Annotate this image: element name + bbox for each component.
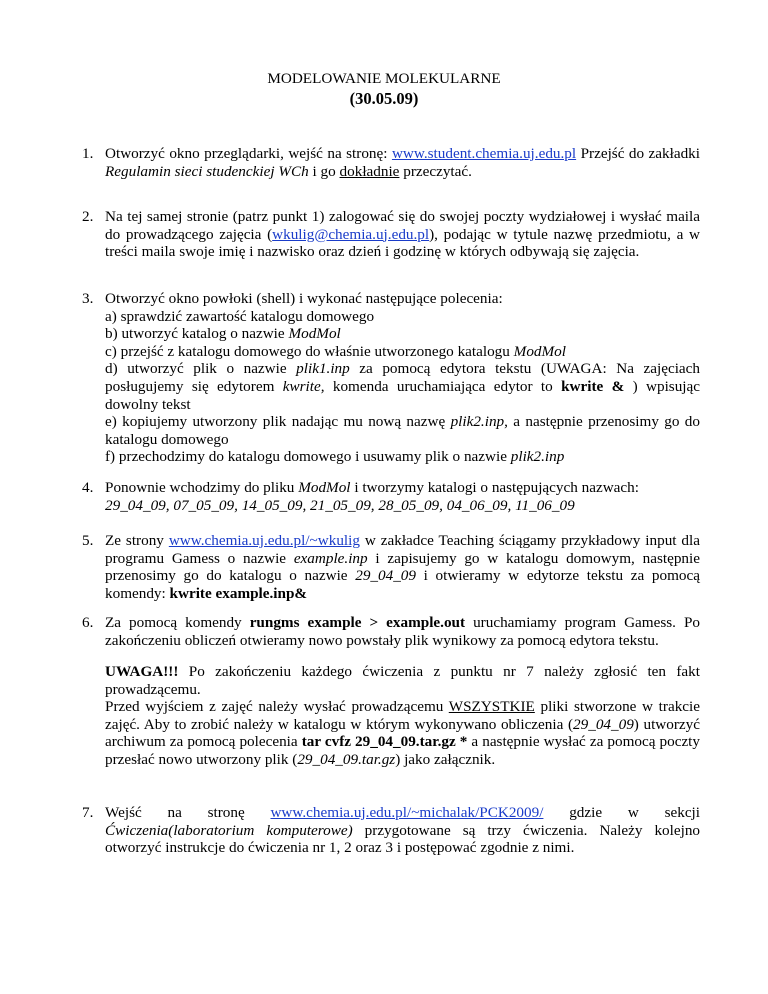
item-text bbox=[105, 479, 700, 514]
item-rest bbox=[105, 822, 700, 857]
italic-text: ModMol bbox=[288, 325, 341, 343]
italic-text: ModMol bbox=[513, 342, 566, 360]
step-b bbox=[105, 325, 700, 343]
michalak-site-link[interactable]: www.chemia.uj.edu.pl/~michalak/PCK2009/ bbox=[270, 804, 544, 821]
text: ) utworzyć archiwum za pomocą polecenia bbox=[105, 715, 700, 751]
document-title: MODELOWANIE MOLEKULARNE bbox=[267, 70, 501, 87]
text: ) wpisując dowolny tekst bbox=[105, 377, 701, 413]
item-text bbox=[105, 145, 700, 180]
underlined-text: WSZYSTKIE bbox=[448, 698, 535, 716]
item-text bbox=[105, 290, 700, 466]
list-item-7 bbox=[82, 804, 700, 857]
list-item-5 bbox=[82, 532, 700, 602]
item-line bbox=[105, 479, 700, 497]
italic-text: example.inp bbox=[293, 549, 368, 567]
text: Ponownie wchodzimy do pliku bbox=[105, 479, 299, 496]
text: gdzie w sekcji bbox=[543, 804, 700, 821]
italic-text: 29_04_09 bbox=[355, 567, 416, 585]
text: f) przechodzimy do katalogu domowego i usuwamy plik o nazwie bbox=[105, 448, 511, 466]
step-c bbox=[105, 343, 700, 361]
text: przeczytać. bbox=[399, 162, 472, 180]
text: Po zakończeniu każdego ćwiczenia z punktu nr 7 należy zgłosić ten fakt prowadzącemu. bbox=[105, 663, 700, 698]
document-date: (30.05.09) bbox=[349, 89, 419, 108]
student-site-link[interactable]: www.student.chemia.uj.edu.pl bbox=[391, 145, 577, 162]
note-paragraph-1 bbox=[105, 663, 700, 698]
list-item-4 bbox=[82, 479, 700, 514]
text: i otwieramy w edytorze tekstu za pomocą komendy: bbox=[105, 567, 700, 602]
directory-list bbox=[105, 497, 700, 515]
bold-command: tar cvfz 29_04_09.tar.gz * bbox=[301, 733, 468, 751]
italic-text: Regulamin sieci studenckiej WCh bbox=[105, 162, 309, 180]
text: i tworzymy katalogi o następujących nazwach: bbox=[350, 479, 639, 496]
bold-command: rungms example > example.out bbox=[249, 614, 466, 631]
text: c) przejść z katalogu domowego do właśnie utworzonego katalogu bbox=[105, 342, 514, 360]
item-text bbox=[105, 532, 700, 602]
text: , a następnie przenosimy go do katalogu domowego bbox=[105, 413, 700, 448]
text: e) kopiujemy utworzony plik nadając mu nową nazwę bbox=[105, 413, 451, 431]
bold-command: kwrite example.inp& bbox=[169, 584, 308, 602]
italic-text: 29_04_09, 07_05_09, 14_05_09, 21_05_09, 28_05_09, 04_06_09, 11_06_09 bbox=[105, 496, 575, 514]
item-number: 7. bbox=[82, 804, 94, 821]
text: d) utworzyć plik o nazwie bbox=[105, 360, 297, 378]
item-number: 5. bbox=[82, 532, 94, 549]
text: Na tej samej stronie (patrz punkt 1) zalogować się do swojej poczty wydziałowej i wysłać maila do prowadzącego zajęcia ( bbox=[105, 208, 700, 243]
text: i zapisujemy go w katalogu domowym, następnie przenosimy go do katalogu o nazwie bbox=[105, 549, 700, 585]
text: a następnie wysłać za pomocą poczty przesłać nowo utworzony plik ( bbox=[105, 733, 700, 768]
list-item-3 bbox=[82, 290, 700, 466]
text: Za pomocą komendy bbox=[105, 614, 250, 631]
step-f bbox=[105, 448, 700, 466]
text: uruchamiamy program Gamess. Po zakończeniu obliczeń otwieramy nowo powstały plik wynikowy za pomocą edytora tekstu. bbox=[105, 614, 701, 649]
list-item-6 bbox=[82, 614, 700, 649]
item-text bbox=[105, 208, 700, 261]
note-paragraph-2 bbox=[105, 698, 700, 768]
bold-command: kwrite & bbox=[561, 377, 625, 395]
item-number: 2. bbox=[82, 208, 94, 225]
italic-text: kwrite, bbox=[282, 377, 325, 395]
text: przygotowane są trzy ćwiczenia. Należy kolejno otworzyć instrukcje do ćwiczenia nr 1, 2 oraz 3 i postępować zgodnie z nimi. bbox=[105, 821, 701, 857]
item-number: 1. bbox=[82, 145, 94, 162]
item-first-line bbox=[105, 804, 700, 822]
email-link[interactable]: wkulig@chemia.uj.edu.pl bbox=[272, 225, 430, 243]
italic-text: 29_04_09 bbox=[573, 715, 634, 733]
item-number: 4. bbox=[82, 479, 94, 496]
step-d bbox=[105, 360, 700, 413]
text: Ze strony bbox=[105, 532, 169, 549]
italic-text: plik2.inp bbox=[450, 413, 505, 431]
item-number: 3. bbox=[82, 290, 94, 307]
step-a: a) sprawdzić zawartość katalogu domowego bbox=[105, 307, 375, 325]
item-number: 6. bbox=[82, 614, 94, 631]
italic-text: 29_04_09.tar.gz bbox=[297, 750, 396, 768]
italic-text: plik2.inp bbox=[510, 448, 565, 466]
text: Wejść na stronę bbox=[105, 804, 271, 821]
list-item-2 bbox=[82, 208, 700, 261]
item-text bbox=[105, 804, 700, 857]
text: komenda uruchamiająca edytor to bbox=[324, 377, 562, 395]
text: pliki stworzone w trakcie zajęć. Aby to zrobić należy w katalogu w którym wykonywano obliczenia ( bbox=[105, 698, 700, 733]
text: Przed wyjściem z zajęć należy wysłać prowadzącemu bbox=[105, 698, 449, 716]
italic-text: ModMol bbox=[298, 479, 351, 496]
italic-text: Ćwiczenia(laboratorium komputerowe) bbox=[105, 821, 353, 839]
intro-line: Otworzyć okno powłoki (shell) i wykonać następujące polecenia: bbox=[105, 290, 503, 307]
wkulig-site-link[interactable]: www.chemia.uj.edu.pl/~wkulig bbox=[168, 532, 360, 549]
text: ) jako załącznik. bbox=[395, 750, 496, 768]
warning-note bbox=[105, 663, 700, 769]
text: za pomocą edytora tekstu (UWAGA: Na zajęciach posługujemy się edytorem bbox=[105, 360, 700, 395]
text: b) utworzyć katalog o nazwie bbox=[105, 325, 289, 343]
note-label: UWAGA!!! bbox=[105, 663, 179, 680]
text: Otworzyć okno przeglądarki, wejść na stronę: bbox=[105, 145, 392, 162]
text: ), podając w tytule nazwę przedmiotu, a w treści maila swoje imię i nazwisko oraz dzień i godzinę w których odbywają się zajęcia. bbox=[105, 225, 700, 261]
item-text bbox=[105, 614, 700, 649]
underlined-text: dokładnie bbox=[339, 162, 400, 180]
text: i go bbox=[308, 162, 340, 180]
list-item-1 bbox=[82, 145, 700, 180]
italic-text: plik1.inp bbox=[296, 360, 350, 378]
text: w zakładce Teaching ściągamy przykładowy input dla programu Gamess o nazwie bbox=[105, 532, 700, 567]
text: Przejść do zakładki bbox=[576, 145, 700, 162]
step-e bbox=[105, 413, 700, 448]
